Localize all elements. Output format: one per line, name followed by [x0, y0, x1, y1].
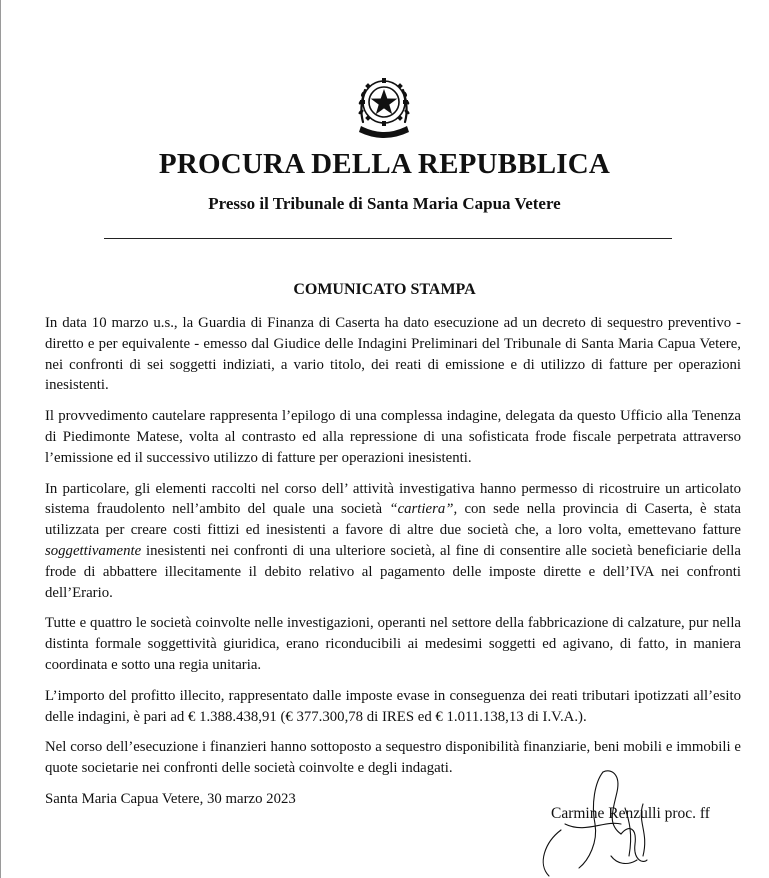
- page-edge-line: [0, 0, 1, 878]
- italic-term: “cartiera”,: [389, 501, 458, 518]
- header-divider: [104, 238, 672, 239]
- paragraph-text: inesistenti nei confronti di una ulteriore società, al fine di consentire alle società beneficiarie della frode di abbattere illecitamente il debito relativo al pagamento delle imposte dirette e dell’IVA nei confronti dell’Erario.: [45, 542, 741, 601]
- paragraph-text: con sede nella provincia di Caserta, è stata utilizzata per creare costi fittizi ed inesistenti a favore di altre due società che, a loro volta, emettevano fatture: [45, 501, 741, 539]
- paragraph: [45, 613, 741, 675]
- press-release-body: [45, 313, 741, 820]
- paragraph: [45, 479, 741, 604]
- paragraph-text: In particolare, gli elementi raccolti nel corso dell’ attività investigativa hanno permesso di ricostruire un articolato sistema fraudolento nell’ambito del quale una società: [45, 480, 741, 518]
- paragraph-text: In data 10 marzo u.s., la Guardia di Finanza di Caserta ha dato esecuzione ad un decreto di sequestro preventivo - diretto e per equivalente - emesso dal Giudice delle Indagini Preliminari del Tribunale di Santa Maria Capua Vetere, nei confronti di sei soggetti indiziati, a vario titolo, dei reati di emissione e di utilizzo di fatture per operazioni inesistenti.: [45, 315, 741, 394]
- italian-republic-emblem-icon: [355, 72, 413, 144]
- paragraph-text: Nel corso dell’esecuzione i finanzieri hanno sottoposto a sequestro disponibilità finanziarie, beni mobili e immobili e quote societarie nei confronti delle società coinvolte e degli indagati.: [45, 739, 741, 777]
- handwritten-signature-icon: [525, 764, 665, 878]
- office-title: PROCURA DELLA REPUBBLICA: [158, 148, 611, 180]
- office-subtitle: Presso il Tribunale di Santa Maria Capua Vetere: [208, 194, 561, 213]
- paragraph-text: L’importo del profitto illecito, rappresentato dalle imposte evase in conseguenza dei reati tributari ipotizzati all’esito delle indagini, è pari ad € 1.388.438,91 (€ 377.300,78 di IRES ed € 1.011.138,13 di I.V.A.).: [45, 687, 741, 725]
- paragraph: [45, 686, 741, 728]
- paragraph: [45, 406, 741, 468]
- paragraph-text: Il provvedimento cautelare rappresenta l’epilogo di una complessa indagine, delegata da questo Ufficio alla Tenenza di Piedimonte Matese, volta al contrasto ed alla repressione di una sofisticata frode fiscale perpetrata attraverso l’emissione ed il successivo utilizzo di fatture per operazioni inesistenti.: [45, 408, 741, 466]
- document-heading: COMUNICATO STAMPA: [293, 281, 476, 298]
- signatory-name: Carmine Renzulli proc. ff: [551, 805, 710, 822]
- place-and-date: Santa Maria Capua Vetere, 30 marzo 2023: [45, 790, 296, 807]
- italic-term: soggettivamente: [45, 542, 142, 559]
- paragraph: [45, 313, 741, 396]
- paragraph-text: Tutte e quattro le società coinvolte nelle investigazioni, operanti nel settore della fabbricazione di calzature, pur nella distinta formale soggettività giuridica, erano riconducibili ai medesimi soggetti ed agivano, di fatto, in maniera coordinata e sotto una regia unitaria.: [45, 615, 741, 673]
